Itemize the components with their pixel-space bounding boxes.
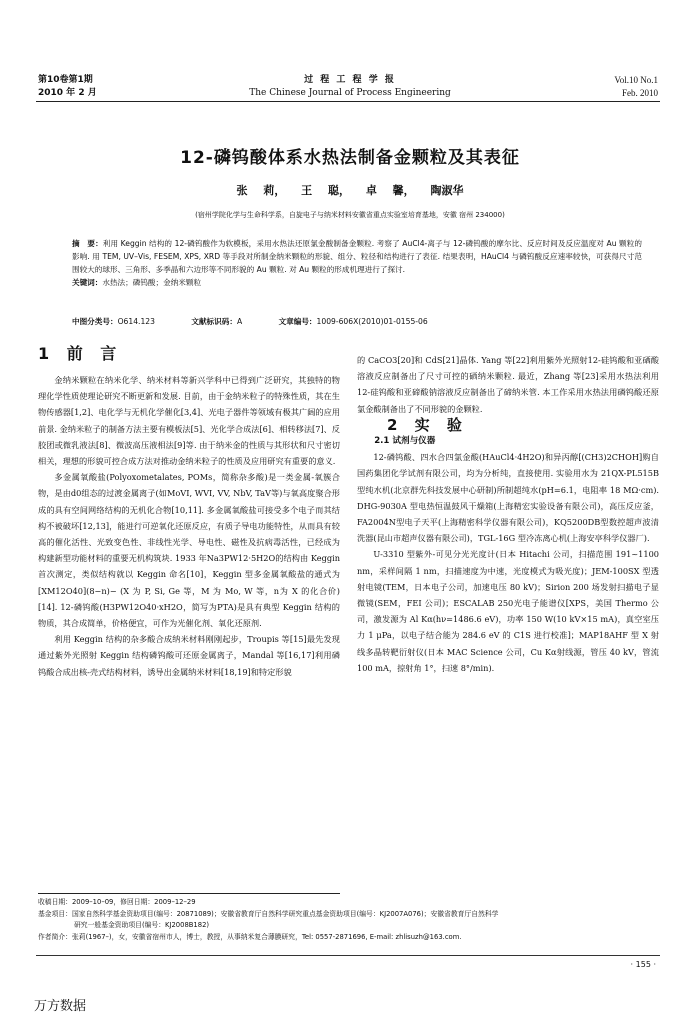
- section-heading-experiment: 2 实 验: [387, 415, 468, 434]
- right-column: [357, 352, 659, 676]
- keywords: 水热法；磷钨酸；金纳米颗粒: [102, 278, 202, 287]
- fund-info-continued: 研究一般基金资助项目(编号：KJ2008B182): [74, 921, 210, 929]
- header-volume-issue: 第10卷第1期: [38, 75, 93, 85]
- journal-name-cn: 过 程 工 程 学 报: [304, 75, 396, 85]
- abstract: [72, 237, 642, 289]
- bottom-rule: [36, 955, 660, 956]
- reagents-paragraph: 12-磷钨酸、四水合四氯金酸(HAuCl4·4H2O)和异丙醇[(CH3)2CHOH]购自国药集团化学试剂有限公司，均为分析纯，直接使用. 实验用水为 21QX-PL515B 型纯水机(北京群先科技发展中心研制)所制超纯水(pH=6.1，电阻率 18 MΩ·cm). DHG-9030A 型电热恒温鼓风干燥箱(上海精宏实验设备有限公司)，高压反应釜，FA2004N型电子天平(上海精密科学仪器有限公司)，KQ5200DB型数控超声波清洗器(昆山市超声仪器有限公司)，TGL-16G 型冷冻离心机(上海安亭科学仪器厂).: [357, 452, 659, 544]
- page-number: · 155 ·: [630, 960, 656, 969]
- abstract-label: 摘 要：: [72, 239, 103, 248]
- author-list: 张 莉， 王 聪， 卓 馨， 陶淑华: [236, 184, 464, 197]
- intro-paragraph-continued: 的 CaCO3[20]和 CdS[21]晶体. Yang 等[22]利用紫外光照射12-硅钨酸和亚硒酸溶液反应制备出了尺寸可控的硒纳米颗粒. 最近，Zhang 等[23]采用水热法利用 12-硅钨酸和亚碲酸钠溶液反应制备出了碲纳米管. 本工作采用水热法用磷钨酸还原氯金酸制备出了不同形貌的金颗粒.: [357, 355, 659, 414]
- header-date: 2010 年 2 月: [38, 88, 97, 98]
- paper-title: 12-磷钨酸体系水热法制备金颗粒及其表征: [180, 148, 520, 168]
- fund-info: 基金项目：国家自然科学基金资助项目(编号：20871089)；安徽省教育厅自然科学研究重点基金资助项目(编号：KJ2007A076)；安徽省教育厅自然科学: [38, 909, 499, 918]
- footnote: [38, 897, 662, 943]
- header-date-en: Feb. 2010: [622, 88, 658, 98]
- journal-name-en: The Chinese Journal of Process Engineering: [249, 88, 451, 98]
- subsection-reagents: 2.1 试剂与仪器: [374, 436, 436, 447]
- database-watermark: 万方数据: [34, 999, 87, 1014]
- footnote-rule: [38, 893, 340, 894]
- intro-paragraph-2: 多金属氧酸盐(Polyoxometalates, POMs，简称杂多酸)是一类金属-氧簇合物，是由d0组态的过渡金属离子(如MoVI, WVI, VV, NbV, TaV等)与氧高度聚合形成的具有空间网络结构的无机化合物[10,11]. 多金属氧酸盐可接受多个电子而其结构不被破坏[12,13]，能进行可逆氧化还原反应，有质子导电功能特性，从而具有较高的催化活性、光致变色性、非线性光学、导电性、磁性及抗病毒活性，已经成为构建新型功能材料的重要无机构筑块. 1933 年Na3PW12·5H2O的结构由 Keggin 首次测定，类似结构就以 Keggin 命名[10]，Keggin 型多金属氧酸盐的通式为[XM12O40](8−n)− (X 为 P, Si, Ge 等，M 为 Mo, W 等，n为 X 的化合价)[14]. 12-磷钨酸(H3PW12O40·xH2O，简写为PTA)是具有典型 Keggin 结构的物质，其合成简单，价格便宜，可作为光催化剂、氧化还原剂.: [38, 472, 340, 629]
- article-number: 文章编号：1009-606X(2010)01-0155-06: [278, 317, 428, 326]
- intro-paragraph-1: 金纳米颗粒在纳米化学、纳米材料等新兴学科中已得到广泛研究，其独特的物理化学性质使理论研究不断更新和发展. 目前，由于金纳米粒子的特殊性质，其在生物传感器[1,2]、电化学与无机化学催化[3,4]、光电子器件等领域有极其广阔的应用前景. 金纳米粒子的制备方法主要有模板法[5]、光化学合成法[6]、相转移法[7]、反胶团或微乳液法[8]、微波高压液相法[9]等. 由于纳米金的性质与其形状和尺寸密切相关，理想的形貌可控合成方法对推动金纳米粒子的性质及应用研究有重要的意义.: [38, 375, 340, 467]
- header-volume-en: [614, 74, 658, 100]
- intro-paragraph-3: 利用 Keggin 结构的杂多酸合成纳米材料刚刚起步，Troupis 等[15]最先发现通过紫外光照射 Keggin 结构磷钨酸可还原金属离子，Mandal 等[16,17]利用磷钨酸合成出核-壳式结构材料，诱导出金属纳米材料[18,19]和特定形貌: [38, 634, 340, 677]
- document-code: 文献标识码：A: [191, 317, 243, 326]
- clc-number: 中图分类号：O614.123: [72, 317, 155, 326]
- keywords-label: 关键词：: [72, 278, 103, 287]
- abstract-text: 利用 Keggin 结构的 12-磷钨酸作为软模板，采用水热法还原氯金酸制备金颗粒. 考察了 AuCl4-离子与 12-磷钨酸的摩尔比、反应时间及反应温度对 Au 颗粒的影响. 用 TEM, UV–Vis, FESEM, XPS, XRD 等手段对所制金纳米颗粒的形貌、组分、粒径和结构进行了表征. 结果表明，HAuCl4 与磷钨酸反应速率较快，可获得尺寸范围较大的球形、三角形、多季晶和六边形等不同形貌的 Au 颗粒. 对 Au 颗粒的形成机理进行了探讨.: [72, 239, 643, 274]
- section-heading-introduction: 1 前 言: [38, 344, 123, 363]
- received-date: 收稿日期：2009–10–09，修回日期：2009–12–29: [38, 898, 196, 906]
- header-rule: [36, 101, 660, 102]
- affiliation: (宿州学院化学与生命科学系，自旋电子与纳米材料安徽省重点实验室培育基地，安徽 宿州 234000): [195, 211, 505, 219]
- header-journal: [0, 74, 700, 100]
- author-bio: 作者简介：张莉(1967–)，女，安徽省宿州市人，博士，教授，从事纳米复合薄膜研究，Tel: 0557-2871696, E-mail: zhlisuzh@163.com.: [38, 932, 462, 941]
- header-volume-issue-en: Vol.10 No.1: [614, 75, 658, 85]
- classification-line: [72, 316, 462, 327]
- instruments-paragraph: U-3310 型紫外-可见分光光度计(日本 Hitachi 公司，扫描范围 191~1100 nm，采样间隔 1 nm，扫描速度为中速，光度模式为吸光度)；JEM-100SX 型透射电镜(TEM，日本电子公司，加速电压 80 kV)；Sirion 200 场发射扫描电子显微镜(SEM，FEI 公司)；ESCALAB 250光电子能谱仪[XPS，美国 Thermo 公司，激发源为 Al Kα(hν=1486.6 eV)，功率 150 W(10 kV×15 mA)，真空室压力 1 μPa，以电子结合能为 284.6 eV 的 C1S 进行校准]；MAP18AHF 型 X 射线多晶转靶衍射仪(日本 MAC Science 公司，Cu Kα射线源，管压 40 kV，管流 100 mA，掠射角 1°，扫速 8°/min).: [357, 549, 659, 673]
- left-column: [38, 372, 340, 680]
